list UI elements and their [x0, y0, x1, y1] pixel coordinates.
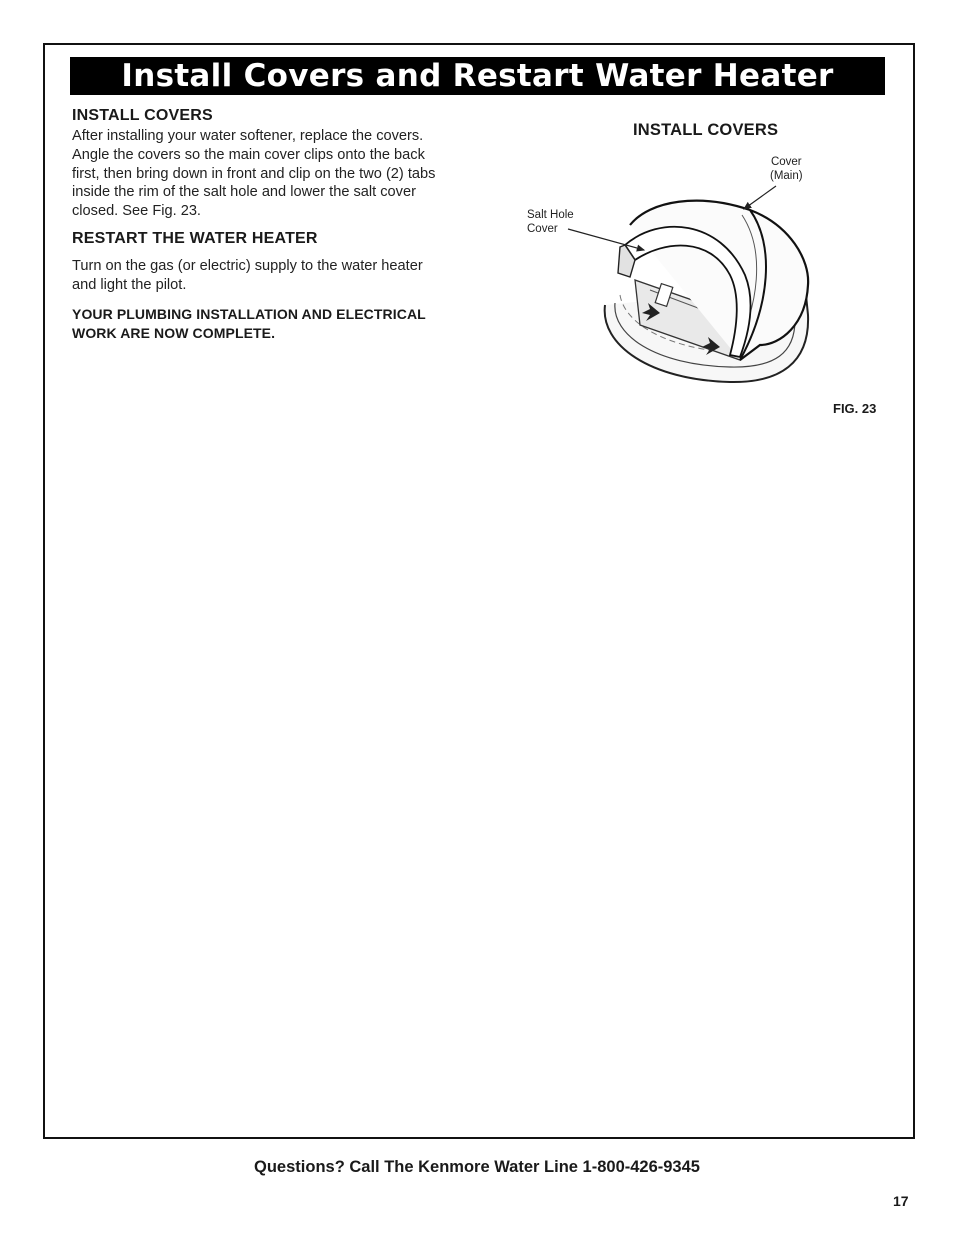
- leader-salt-hole-cover: [568, 229, 644, 250]
- paragraph-line: Turn on the gas (or electric) supply to the water heater: [72, 258, 423, 274]
- page-number: 17: [893, 1193, 909, 1209]
- notice-line: WORK ARE NOW COMPLETE.: [72, 324, 276, 341]
- paragraph-line: inside the rim of the salt hole and lower the salt cover: [72, 184, 416, 201]
- leader-main-cover: [744, 186, 776, 209]
- paragraph-line: closed. See Fig. 23.: [72, 203, 201, 220]
- figure-title: INSTALL COVERS: [633, 121, 779, 139]
- notice-line: YOUR PLUMBING INSTALLATION AND ELECTRICAL: [72, 306, 426, 322]
- figure-caption: FIG. 23: [833, 401, 877, 416]
- callout-line: Salt Hole: [527, 209, 574, 221]
- footer-help-line: Questions? Call The Kenmore Water Line 1-800-426-9345: [254, 1158, 700, 1176]
- paragraph-line: Angle the covers so the main cover clips onto the back: [72, 146, 425, 163]
- callout-line: Cover: [770, 156, 802, 168]
- paragraph-line: first, then bring down in front and clip on the two (2) tabs: [72, 165, 436, 182]
- page-title-banner: Install Covers and Restart Water Heater: [70, 57, 885, 95]
- paragraph-line: After installing your water softener, replace the covers.: [72, 128, 424, 144]
- install-covers-heading: INSTALL COVERS: [72, 107, 213, 124]
- paragraph-line: and light the pilot.: [72, 276, 187, 293]
- restart-heater-heading: RESTART THE WATER HEATER: [72, 230, 318, 247]
- callout-line: Cover: [527, 223, 558, 236]
- callout-line: (Main): [770, 170, 803, 183]
